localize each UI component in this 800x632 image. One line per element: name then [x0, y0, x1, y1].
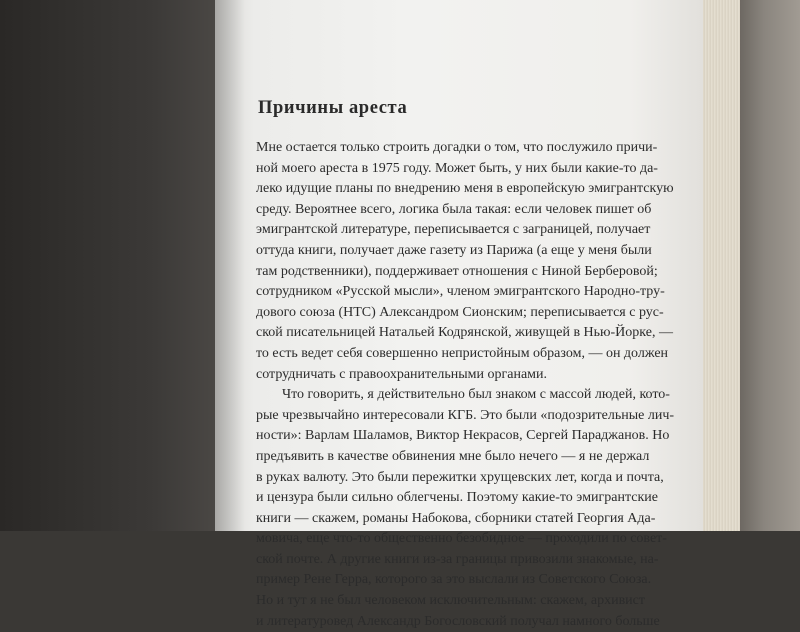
text-line: Мне остается только строить догадки о том, что послужило причи-	[256, 140, 658, 155]
text-line: и цензура были сильно облегчены. Поэтому какие-то эмигрантские	[256, 490, 659, 506]
text-line: ской писательницей Натальей Кодрянской, живущей в Нью-Йорке, —	[256, 325, 673, 341]
text-line: в руках валюту. Это были пережитки хрущевских лет, когда и почта,	[256, 469, 664, 485]
page-gutter-shadow	[215, 0, 245, 531]
text-line: ской почте. А другие книги из-за границы привозили знакомые, на-	[256, 551, 659, 567]
text-line: дового союза (НТС) Александром Сионским; переписывается с рус-	[256, 304, 664, 320]
text-line: Что говорить, я действительно был знаком с массой людей, кото-	[282, 387, 670, 403]
text-line: мовича, еще что-то общественно безобидное — проходили по совет-	[256, 531, 667, 547]
text-line: то есть ведет себя совершенно непристойным образом, — он должен	[256, 345, 669, 361]
text-line: ной моего ареста в 1975 году. Может быть, у них были какие-то да-	[256, 160, 658, 176]
text-line: и литературовед Александр Богословский получал намного больше	[256, 613, 660, 629]
text-line: эмигрантской литературе, переписывается с заграницей, получает	[256, 222, 651, 238]
text-line: там родственники), поддерживает отношения с Ниной Берберовой;	[256, 263, 658, 279]
text-line: Но и тут я не был человеком исключительным: скажем, архивист	[256, 593, 646, 609]
book-right-background	[740, 0, 800, 531]
text-line: пример Рене Герра, которого за это выслали из Советского Союза.	[256, 572, 652, 588]
text-line: рые чрезвычайно интересовали КГБ. Это были «подозрительные лич-	[256, 407, 675, 423]
text-line: оттуда книги, получает даже газету из Парижа (а еще у меня были	[256, 242, 652, 258]
body-text	[256, 138, 708, 632]
text-line: леко идущие планы по внедрению меня в европейскую эмигрантскую	[256, 181, 674, 197]
book-left-background	[0, 0, 215, 531]
text-line: предъявить в качестве обвинения мне было нечего — я не держал	[256, 448, 650, 464]
text-line: книги — скажем, романы Набокова, сборники статей Георгия Ада-	[256, 510, 656, 526]
text-line: ности»: Варлам Шаламов, Виктор Некрасов, Сергей Параджанов. Но	[256, 428, 670, 444]
chapter-heading: Причины ареста	[258, 98, 408, 118]
text-line: среду. Вероятнее всего, логика была такая: если человек пишет об	[256, 201, 652, 217]
text-line: сотрудником «Русской мысли», членом эмигрантского Народно-тру-	[256, 284, 665, 300]
book-page	[215, 0, 703, 629]
text-line: сотрудничать с правоохранительными органами.	[256, 366, 548, 382]
